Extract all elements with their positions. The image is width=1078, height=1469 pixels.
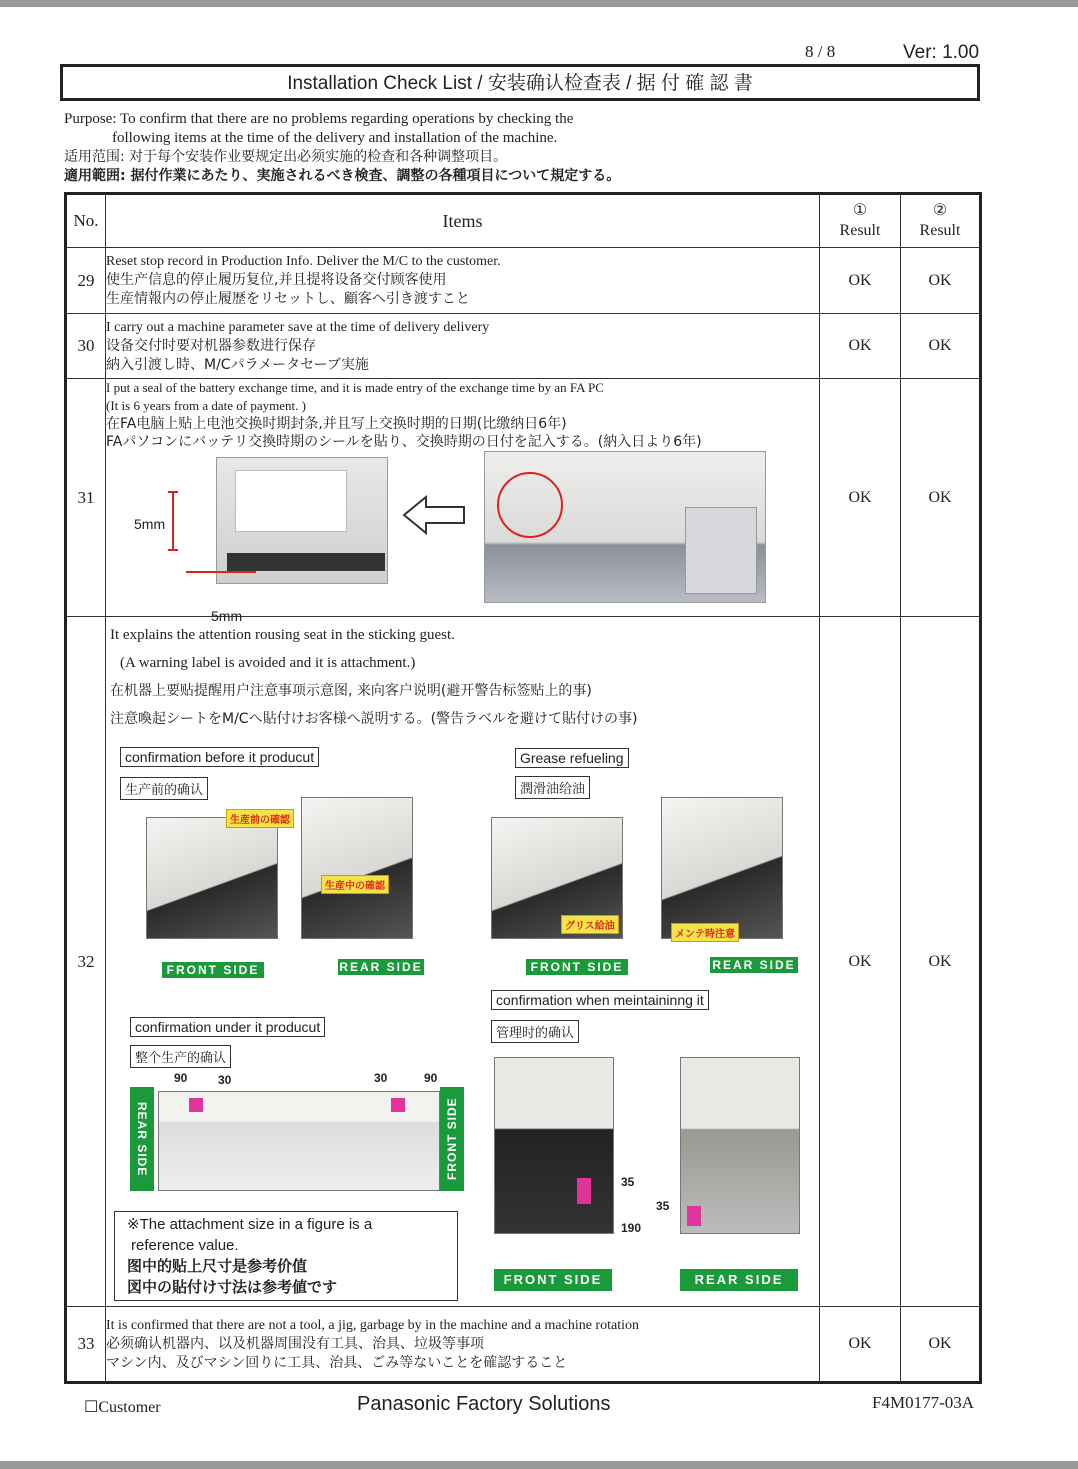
purpose-section bbox=[64, 110, 620, 186]
item-text-en: Reset stop record in Production Info. Deliver the M/C to the customer. bbox=[106, 254, 501, 269]
note-jp: 図中の貼付け寸法は参考値です bbox=[127, 1278, 338, 1296]
tag-maintenance: メンテ時注意 bbox=[671, 923, 739, 942]
header-result-2 bbox=[901, 194, 981, 248]
sticker-marker bbox=[189, 1098, 203, 1112]
result-2-value: OK bbox=[901, 617, 981, 1307]
battery-seal-label bbox=[235, 470, 347, 532]
result-2-label: Result bbox=[919, 222, 961, 239]
item-text-cn: 必须确认机器内、以及机器周围没有工具、治具、垃圾等事项 bbox=[106, 1335, 484, 1352]
item-text-jp: 納入引渡し時、M/Cパラメータセーブ実施 bbox=[106, 356, 369, 373]
label-front-side-vertical: FRONT SIDE bbox=[440, 1087, 464, 1191]
result-1-value: OK bbox=[820, 1307, 901, 1383]
row-no: 32 bbox=[66, 617, 106, 1307]
tag-during-production: 生産中の確認 bbox=[321, 875, 389, 894]
box-grease-en: Grease refueling bbox=[515, 748, 629, 768]
result-2-value: OK bbox=[901, 379, 981, 617]
tag-before-production: 生産前の確認 bbox=[226, 809, 294, 828]
result-2-value: OK bbox=[901, 314, 981, 379]
item-text-cn: 在机器上要贴提醒用户注意事项示意图, 来向客户说明(避开警告标签贴上的事) bbox=[110, 683, 592, 699]
seal-closeup-photo bbox=[216, 457, 388, 584]
machine-rear-illustration bbox=[661, 797, 783, 939]
label-rear-side: REAR SIDE bbox=[680, 1269, 798, 1291]
machine-front-illustration bbox=[146, 817, 278, 939]
header-no: No. bbox=[66, 194, 106, 248]
row-items bbox=[106, 617, 820, 1307]
item-text-en-2: (It is 6 years from a date of payment. ) bbox=[106, 398, 306, 413]
item-text-jp: 注意喚起シートをM/Cへ貼付けお客様へ説明する。(警告ラベルを避けて貼付けの事) bbox=[110, 711, 638, 727]
bottom-border-bar bbox=[0, 1461, 1078, 1469]
seal-location-circle bbox=[497, 472, 563, 538]
battery-seal-figure bbox=[106, 451, 819, 624]
machine-top-view bbox=[158, 1091, 440, 1191]
dim-label-horizontal: 5mm bbox=[211, 608, 243, 624]
dim-90-left: 90 bbox=[174, 1071, 188, 1085]
purpose-line-en-1: Purpose: To confirm that there are no problems regarding operations by checking the bbox=[64, 111, 574, 127]
purpose-line-cn: 适用范围: 对于每个安装作业要规定出必须实施的检查和各种调整项目。 bbox=[64, 149, 508, 165]
dim-30-right: 30 bbox=[374, 1071, 388, 1085]
table-row bbox=[66, 617, 981, 1307]
purpose-line-en-2: following items at the time of the delivery and installation of the machine. bbox=[112, 130, 558, 146]
purpose-line-jp: 適用範囲: 据付作業にあたり、実施されるべき検査、調整の各種項目について規定する。 bbox=[64, 168, 621, 184]
dim-35-front: 35 bbox=[621, 1175, 635, 1189]
label-front-side: FRONT SIDE bbox=[526, 959, 628, 975]
version-label: Ver: 1.00 bbox=[903, 42, 980, 63]
company-name: Panasonic Factory Solutions bbox=[357, 1393, 611, 1415]
table-row bbox=[66, 1307, 981, 1383]
label-rear-side-vertical: REAR SIDE bbox=[130, 1087, 154, 1191]
dim-90-right: 90 bbox=[424, 1071, 438, 1085]
result-1-value: OK bbox=[820, 248, 901, 314]
result-1-mark: ① bbox=[852, 202, 868, 219]
box-maintenance-en: confirmation when meintaininng it bbox=[491, 990, 709, 1010]
box-during-production-en: confirmation under it producut bbox=[130, 1017, 325, 1037]
item-text-en: I put a seal of the battery exchange time, and it is made entry of the exchange time by an FA PC bbox=[106, 380, 604, 395]
table-row bbox=[66, 248, 981, 314]
row-items bbox=[106, 314, 820, 379]
header-items: Items bbox=[106, 194, 820, 248]
box-maintenance-cn: 管理时的确认 bbox=[491, 1020, 579, 1043]
arrow-left-icon bbox=[402, 495, 468, 535]
page-number: 8 / 8 bbox=[805, 42, 836, 61]
table-row bbox=[66, 379, 981, 617]
dim-35-rear: 35 bbox=[656, 1199, 670, 1213]
note-cn: 图中的贴上尺寸是参考价值 bbox=[127, 1257, 308, 1275]
dim-label-vertical: 5mm bbox=[134, 516, 166, 532]
box-grease-cn: 潤滑油给油 bbox=[515, 776, 590, 799]
dim-line-horizontal bbox=[186, 571, 256, 573]
row-no: 30 bbox=[66, 314, 106, 379]
machine-front-elevation bbox=[494, 1057, 614, 1234]
row-items bbox=[106, 1307, 820, 1383]
dim-190: 190 bbox=[621, 1221, 642, 1235]
row-items bbox=[106, 379, 820, 624]
row-no: 29 bbox=[66, 248, 106, 314]
box-before-production-cn: 生产前的确认 bbox=[120, 777, 208, 800]
row-32-text bbox=[110, 621, 638, 733]
reference-note-box bbox=[114, 1211, 458, 1301]
check-list-table bbox=[64, 192, 982, 1384]
item-text-en-2: (A warning label is avoided and it is attachment.) bbox=[120, 655, 416, 671]
note-en-2: reference value. bbox=[131, 1237, 239, 1254]
dim-line-vertical bbox=[172, 491, 174, 551]
sticker-marker bbox=[687, 1206, 701, 1226]
document-code: F4M0177-03A bbox=[872, 1393, 975, 1412]
machine-rear-illustration bbox=[301, 797, 413, 939]
row-no: 33 bbox=[66, 1307, 106, 1383]
label-rear-side: REAR SIDE bbox=[710, 957, 798, 973]
item-text-en: I carry out a machine parameter save at the time of delivery delivery bbox=[106, 319, 490, 335]
pc-bezel bbox=[227, 553, 385, 571]
item-text-jp: FAパソコンにバッテリ交換時期のシールを貼り、交換時期の日付を記入する。(納入日より6年) bbox=[106, 434, 702, 450]
fa-pc-photo bbox=[484, 451, 766, 603]
document-title: Installation Check List / 安装确认检查表 / 据 付 確 認 書 bbox=[60, 64, 980, 101]
top-border-bar bbox=[0, 0, 1078, 7]
note-en-1: ※The attachment size in a figure is a bbox=[127, 1216, 373, 1233]
dim-tick-bottom bbox=[168, 549, 178, 551]
box-during-production-cn: 整个生产的确认 bbox=[130, 1045, 231, 1068]
sticker-marker bbox=[577, 1178, 591, 1204]
item-text-cn: 使生产信息的停止履历复位,并且提将设备交付顾客使用 bbox=[106, 272, 447, 288]
item-text-en: It explains the attention rousing seat in the sticking guest. bbox=[110, 627, 455, 643]
result-2-mark: ② bbox=[932, 202, 948, 219]
sticker-marker bbox=[391, 1098, 405, 1112]
item-text-cn: 设备交付时要对机器参数进行保存 bbox=[106, 337, 316, 354]
table-header-row bbox=[66, 194, 981, 248]
result-1-value: OK bbox=[820, 617, 901, 1307]
customer-checkbox-label: ☐Customer bbox=[84, 1399, 161, 1416]
label-front-side: FRONT SIDE bbox=[494, 1269, 612, 1291]
pc-front-panel bbox=[685, 507, 757, 594]
item-text-jp: マシン内、及びマシン回りに工具、治具、ごみ等ないことを確認すること bbox=[106, 1354, 568, 1371]
label-rear-side: REAR SIDE bbox=[339, 960, 423, 974]
tag-grease: グリス給油 bbox=[561, 915, 619, 934]
item-text-cn: 在FA电脑上贴上电池交换时期封条,并且写上交换时期的日期(比缴纳日6年) bbox=[106, 416, 567, 432]
result-2-value: OK bbox=[901, 1307, 981, 1383]
label-front-side: FRONT SIDE bbox=[162, 962, 264, 978]
header-result-1 bbox=[820, 194, 901, 248]
row-no: 31 bbox=[66, 379, 106, 617]
machine-rear-elevation bbox=[680, 1057, 800, 1234]
table-row bbox=[66, 314, 981, 379]
result-1-value: OK bbox=[820, 314, 901, 379]
result-2-value: OK bbox=[901, 248, 981, 314]
box-before-production-en: confirmation before it producut bbox=[120, 747, 319, 767]
result-1-value: OK bbox=[820, 379, 901, 617]
row-items bbox=[106, 248, 820, 314]
item-text-en: It is confirmed that there are not a tool, a jig, garbage by in the machine and a machine rotation bbox=[106, 1317, 639, 1333]
item-text-jp: 生産情報内の停止履歴をリセットし、顧客へ引き渡すこと bbox=[106, 291, 470, 307]
result-1-label: Result bbox=[839, 222, 881, 239]
dim-30-left: 30 bbox=[218, 1073, 232, 1087]
